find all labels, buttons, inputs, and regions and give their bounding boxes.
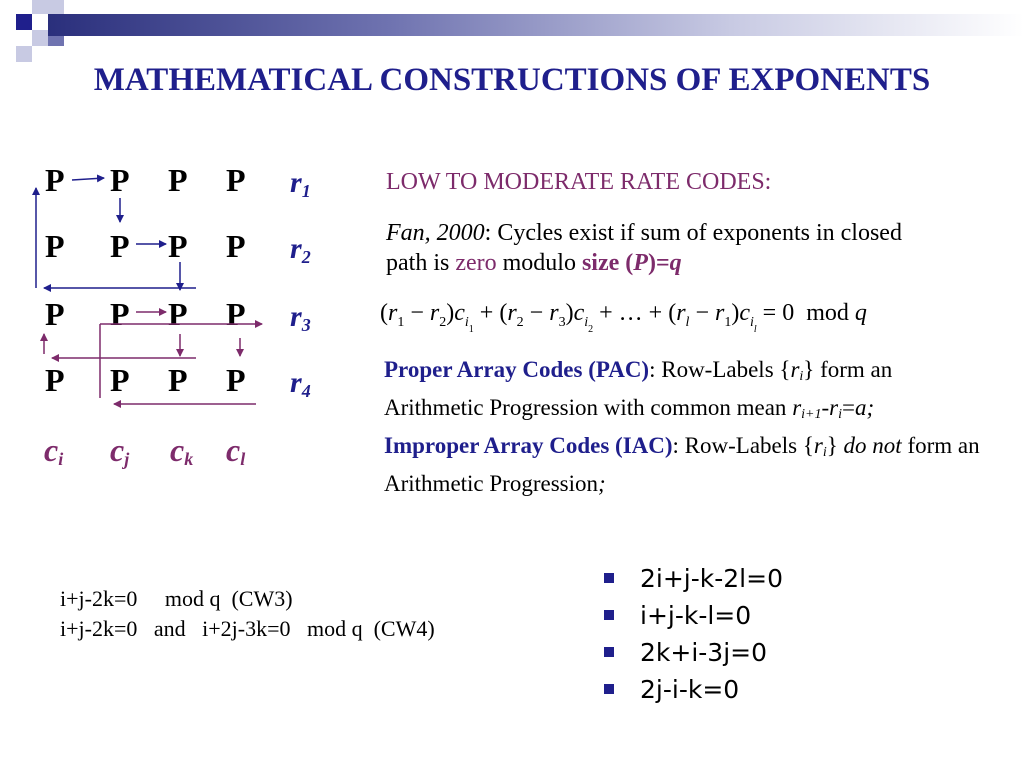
row-label-r4: $r_4$ (290, 366, 311, 401)
low-rate-heading: LOW TO MODERATE RATE CODES: (386, 169, 772, 195)
matrix-cell: P (45, 228, 65, 264)
col-label-cl: $c_l$ (226, 432, 246, 469)
matrix-cell: P (45, 362, 65, 398)
matrix-cell: P (226, 296, 246, 332)
col-label-ci: $c_i$ (44, 432, 64, 469)
bullet-square-icon (604, 610, 614, 620)
matrix-cell: P (226, 162, 246, 198)
matrix-cell: P (226, 228, 246, 264)
list-item: 2i+j-k-2l=0 (604, 560, 783, 597)
list-item: 2j-i-k=0 (604, 671, 783, 708)
fan-paragraph: Fan, 2000: Cycles exist if sum of exponents in closed path is zero modulo size (P)=q (386, 220, 902, 276)
matrix-cell: P (168, 296, 188, 332)
cycle-equation: $(r_1 - r_2)c_{i_1} + (r_2 - r_3)c_{i_2}$ + … + $(r_l - r_1)c_{i_l} = 0$ mod q (380, 300, 867, 335)
arrow-r1-ci-cj (72, 178, 104, 180)
matrix-cell: P (45, 162, 65, 198)
matrix-cell: P (168, 362, 188, 398)
col-label-ck: $c_k$ (170, 432, 194, 469)
matrix-cell: P (110, 228, 130, 264)
cw3-equation: i+j-2k=0 mod q (CW3) (60, 586, 293, 611)
pac-heading: Proper Array Codes (PAC) (384, 357, 650, 382)
page-title: MATHEMATICAL CONSTRUCTIONS OF EXPONENTS (93, 62, 931, 98)
row-label-r1: $r_1$ (290, 166, 311, 201)
matrix-cell: P (110, 362, 130, 398)
cw4-equation: i+j-2k=0 and i+2j-3k=0 mod q (CW4) (60, 616, 435, 641)
matrix-cell: P (168, 228, 188, 264)
list-item: 2k+i-3j=0 (604, 634, 783, 671)
matrix-cell: P (45, 296, 65, 332)
row-label-r2: $r_2$ (290, 232, 311, 267)
matrix-cell: P (110, 162, 130, 198)
array-codes-text: Proper Array Codes (PAC): Row-Labels $\{r_i\}$ form an Arithmetic Progression with common mean $r_{i+1}-r_i=a$; Improper Array Codes (IAC): Row-Labels $\{r_i\}$ do not form an Arithmetic Progression; (384, 357, 980, 496)
col-label-cj: $c_j$ (110, 432, 130, 469)
bullet-square-icon (604, 684, 614, 694)
bullet-square-icon (604, 573, 614, 583)
iac-heading: Improper Array Codes (IAC) (384, 433, 673, 458)
matrix-cell: P (168, 162, 188, 198)
matrix-cell: P (226, 362, 246, 398)
cycle-condition-list (604, 560, 783, 708)
citation: Fan, 2000 (386, 220, 485, 246)
list-item: i+j-k-l=0 (604, 597, 783, 634)
row-label-r3: $r_3$ (290, 300, 311, 335)
matrix-cell: P (110, 296, 130, 332)
bullet-square-icon (604, 647, 614, 657)
